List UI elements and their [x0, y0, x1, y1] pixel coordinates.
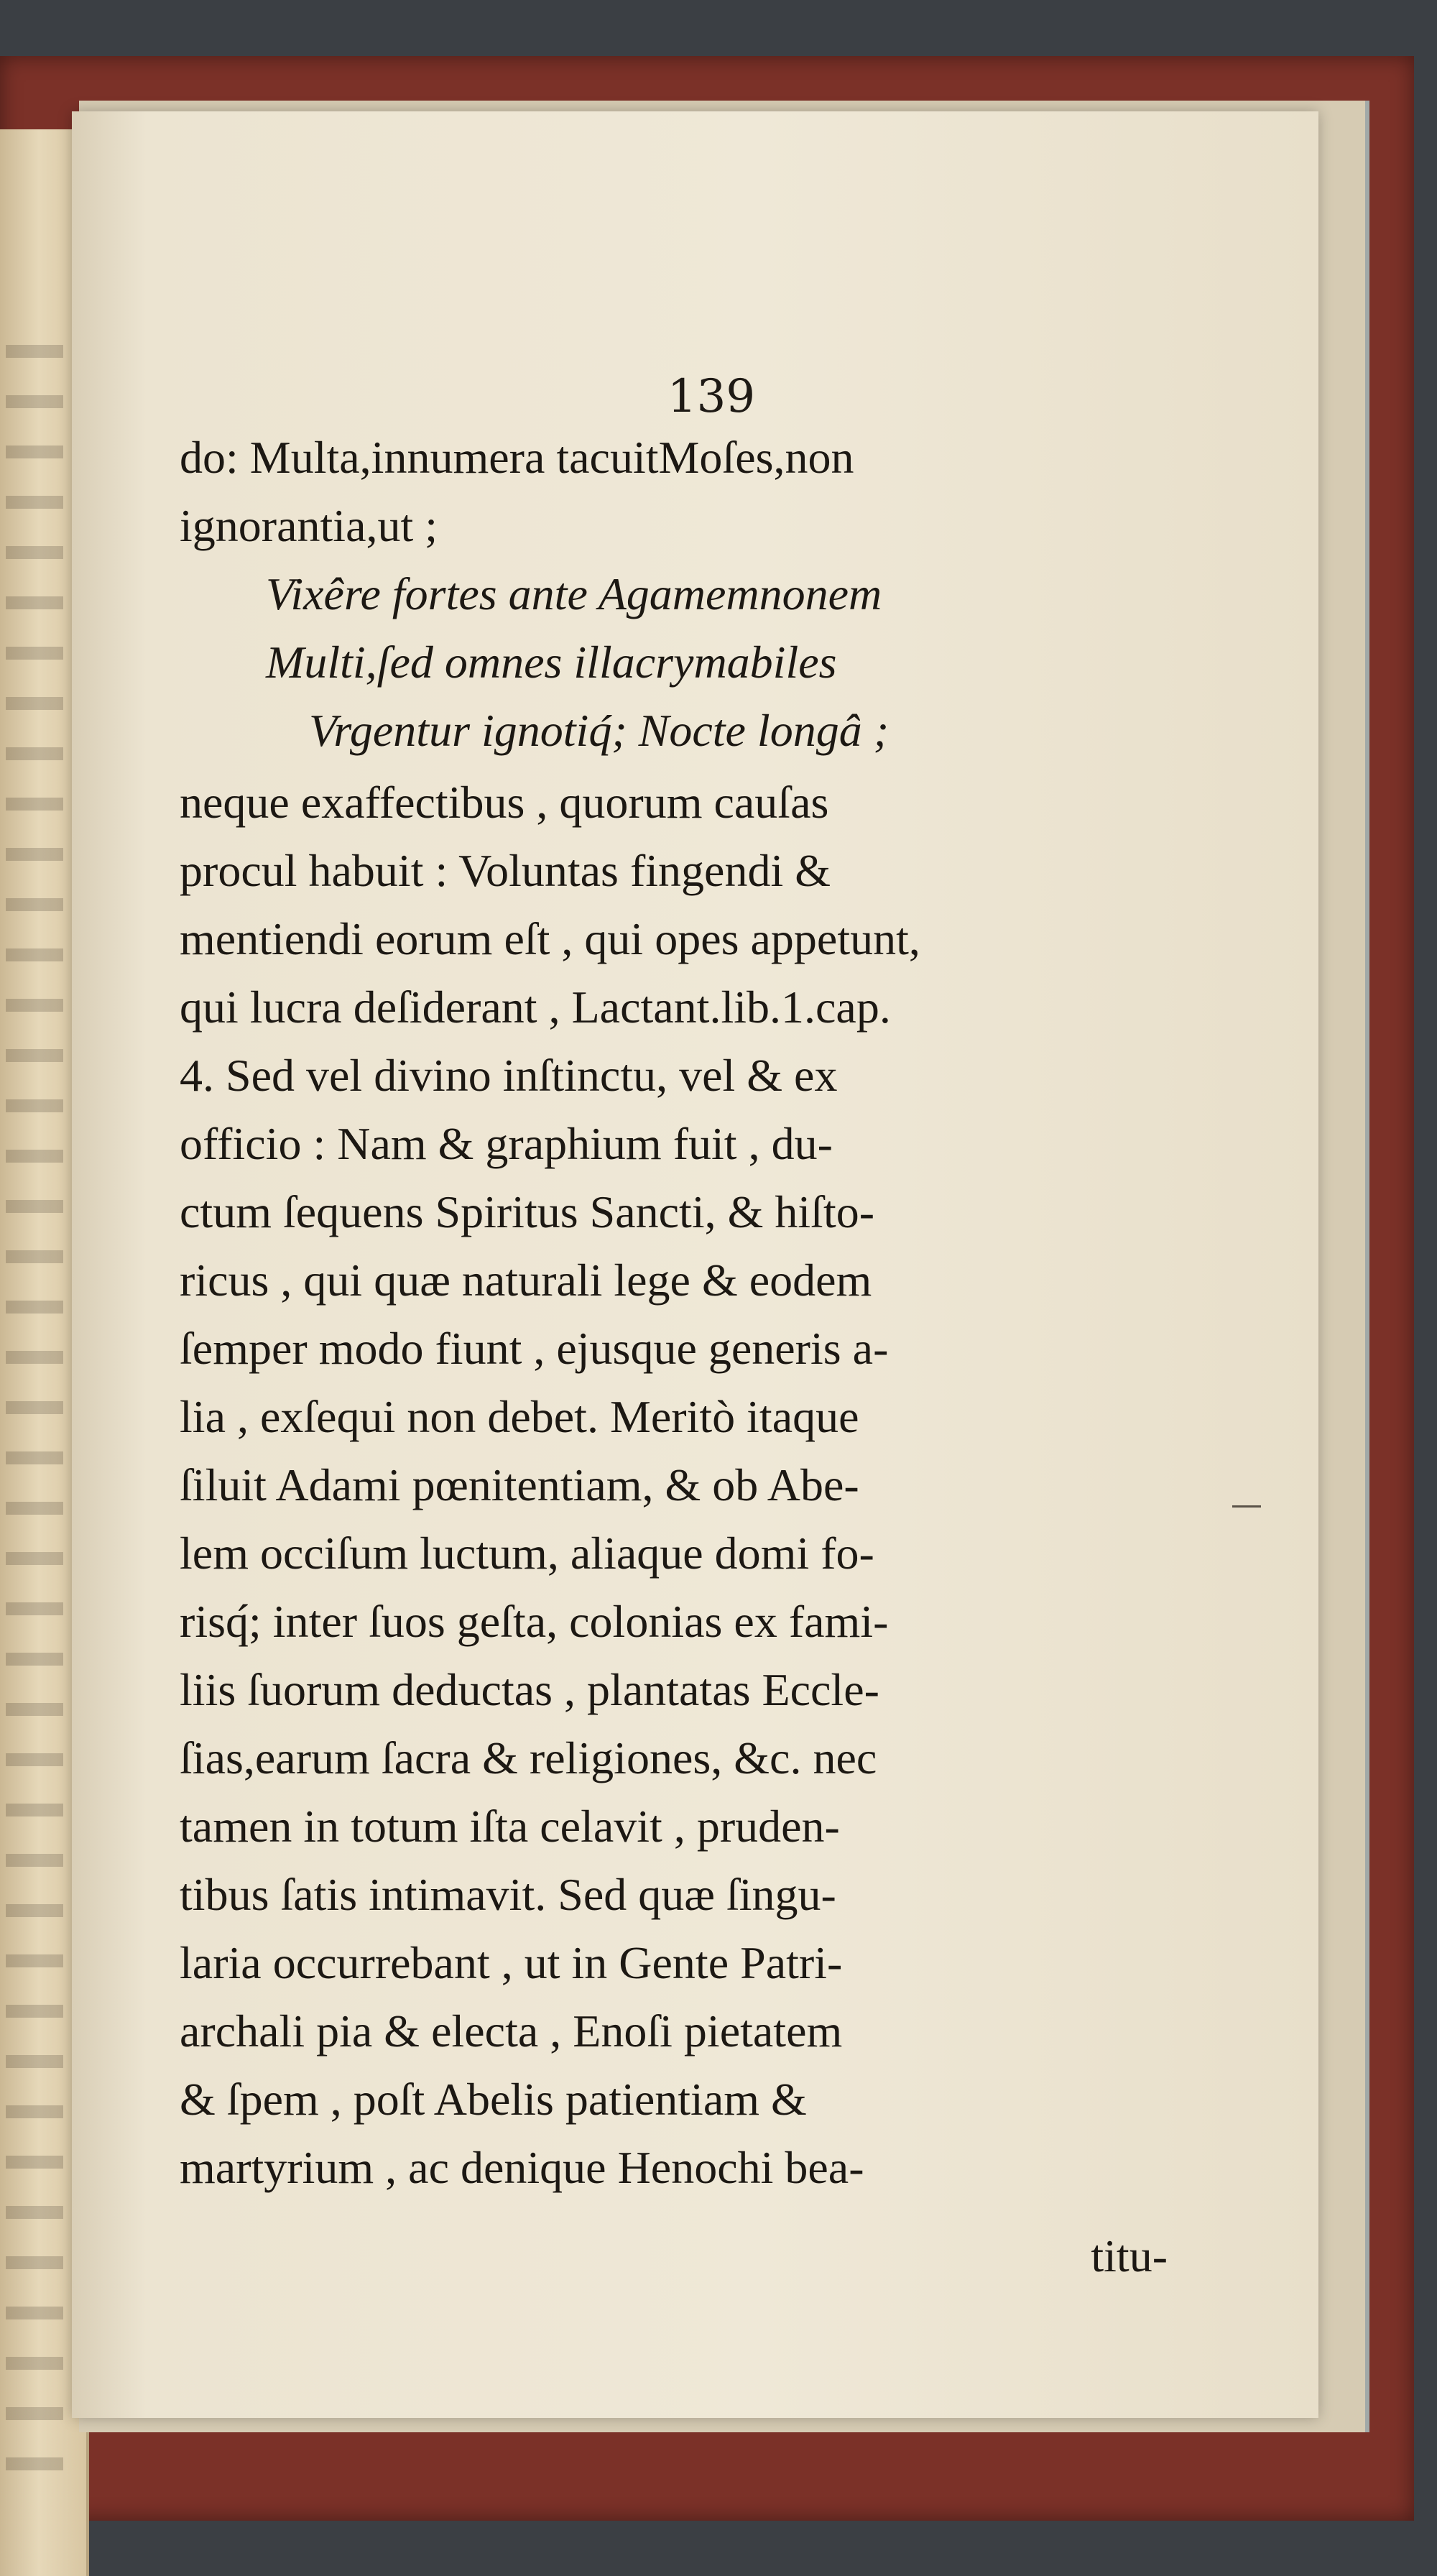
text-line: risq́; inter ſuos geſta, colonias ex fami- [180, 1596, 889, 1647]
page-number: 139 [667, 370, 756, 423]
text-line: lia , exſequi non debet. Meritò itaque [180, 1391, 859, 1442]
text-line: ſias,earum ſacra & religiones, &c. nec [180, 1732, 877, 1783]
text-line: tamen in totum iſta celavit , pruden- [180, 1801, 840, 1852]
verse-line: Vixêre fortes ante Agamemnonem [266, 568, 882, 619]
text-line: ſemper modo fiunt , ejusque generis a- [180, 1323, 889, 1374]
catchword: titu- [1091, 2230, 1168, 2281]
facing-page-text-shadow [6, 345, 63, 2501]
text-line: qui lucra deſiderant , Lactant.lib.1.cap. [180, 982, 891, 1033]
text-line: ignorantia,ut ; [180, 500, 438, 551]
text-line: procul habuit : Voluntas fingendi & [180, 845, 831, 896]
book-page [72, 111, 1318, 2418]
verse-line: Vrgentur ignotiq́; Nocte longâ ; [309, 705, 889, 756]
text-line: lem occiſum luctum, aliaque domi fo- [180, 1528, 874, 1579]
text-line: martyrium , ac denique Henochi bea- [180, 2142, 864, 2193]
text-line: & ſpem , poſt Abelis patientiam & [180, 2074, 807, 2125]
text-line: 4. Sed vel divino inſtinctu, vel & ex [180, 1050, 838, 1101]
margin-dash [1232, 1505, 1261, 1508]
text-line: ctum ſequens Spiritus Sancti, & hiſto- [180, 1186, 875, 1237]
text-line: neque exaffectibus , quorum cauſas [180, 777, 829, 828]
text-line: laria occurrebant , ut in Gente Patri- [180, 1937, 843, 1988]
text-line: mentiendi eorum eſt , qui opes appetunt, [180, 913, 920, 964]
text-line: archali pia & electa , Enoſi pietatem [180, 2005, 843, 2056]
text-line: ricus , qui quæ naturali lege & eodem [180, 1255, 872, 1306]
text-line: liis ſuorum deductas , plantatas Eccle- [180, 1664, 879, 1715]
text-line: do: Multa,innumera tacuitMoſes,non [180, 432, 854, 483]
text-line: tibus ſatis intimavit. Sed quæ ſingu- [180, 1869, 836, 1920]
text-line: officio : Nam & graphium fuit , du- [180, 1118, 833, 1169]
text-line: ſiluit Adami pœnitentiam, & ob Abe- [180, 1459, 859, 1510]
verse-line: Multi,ſed omnes illacrymabiles [266, 637, 837, 688]
